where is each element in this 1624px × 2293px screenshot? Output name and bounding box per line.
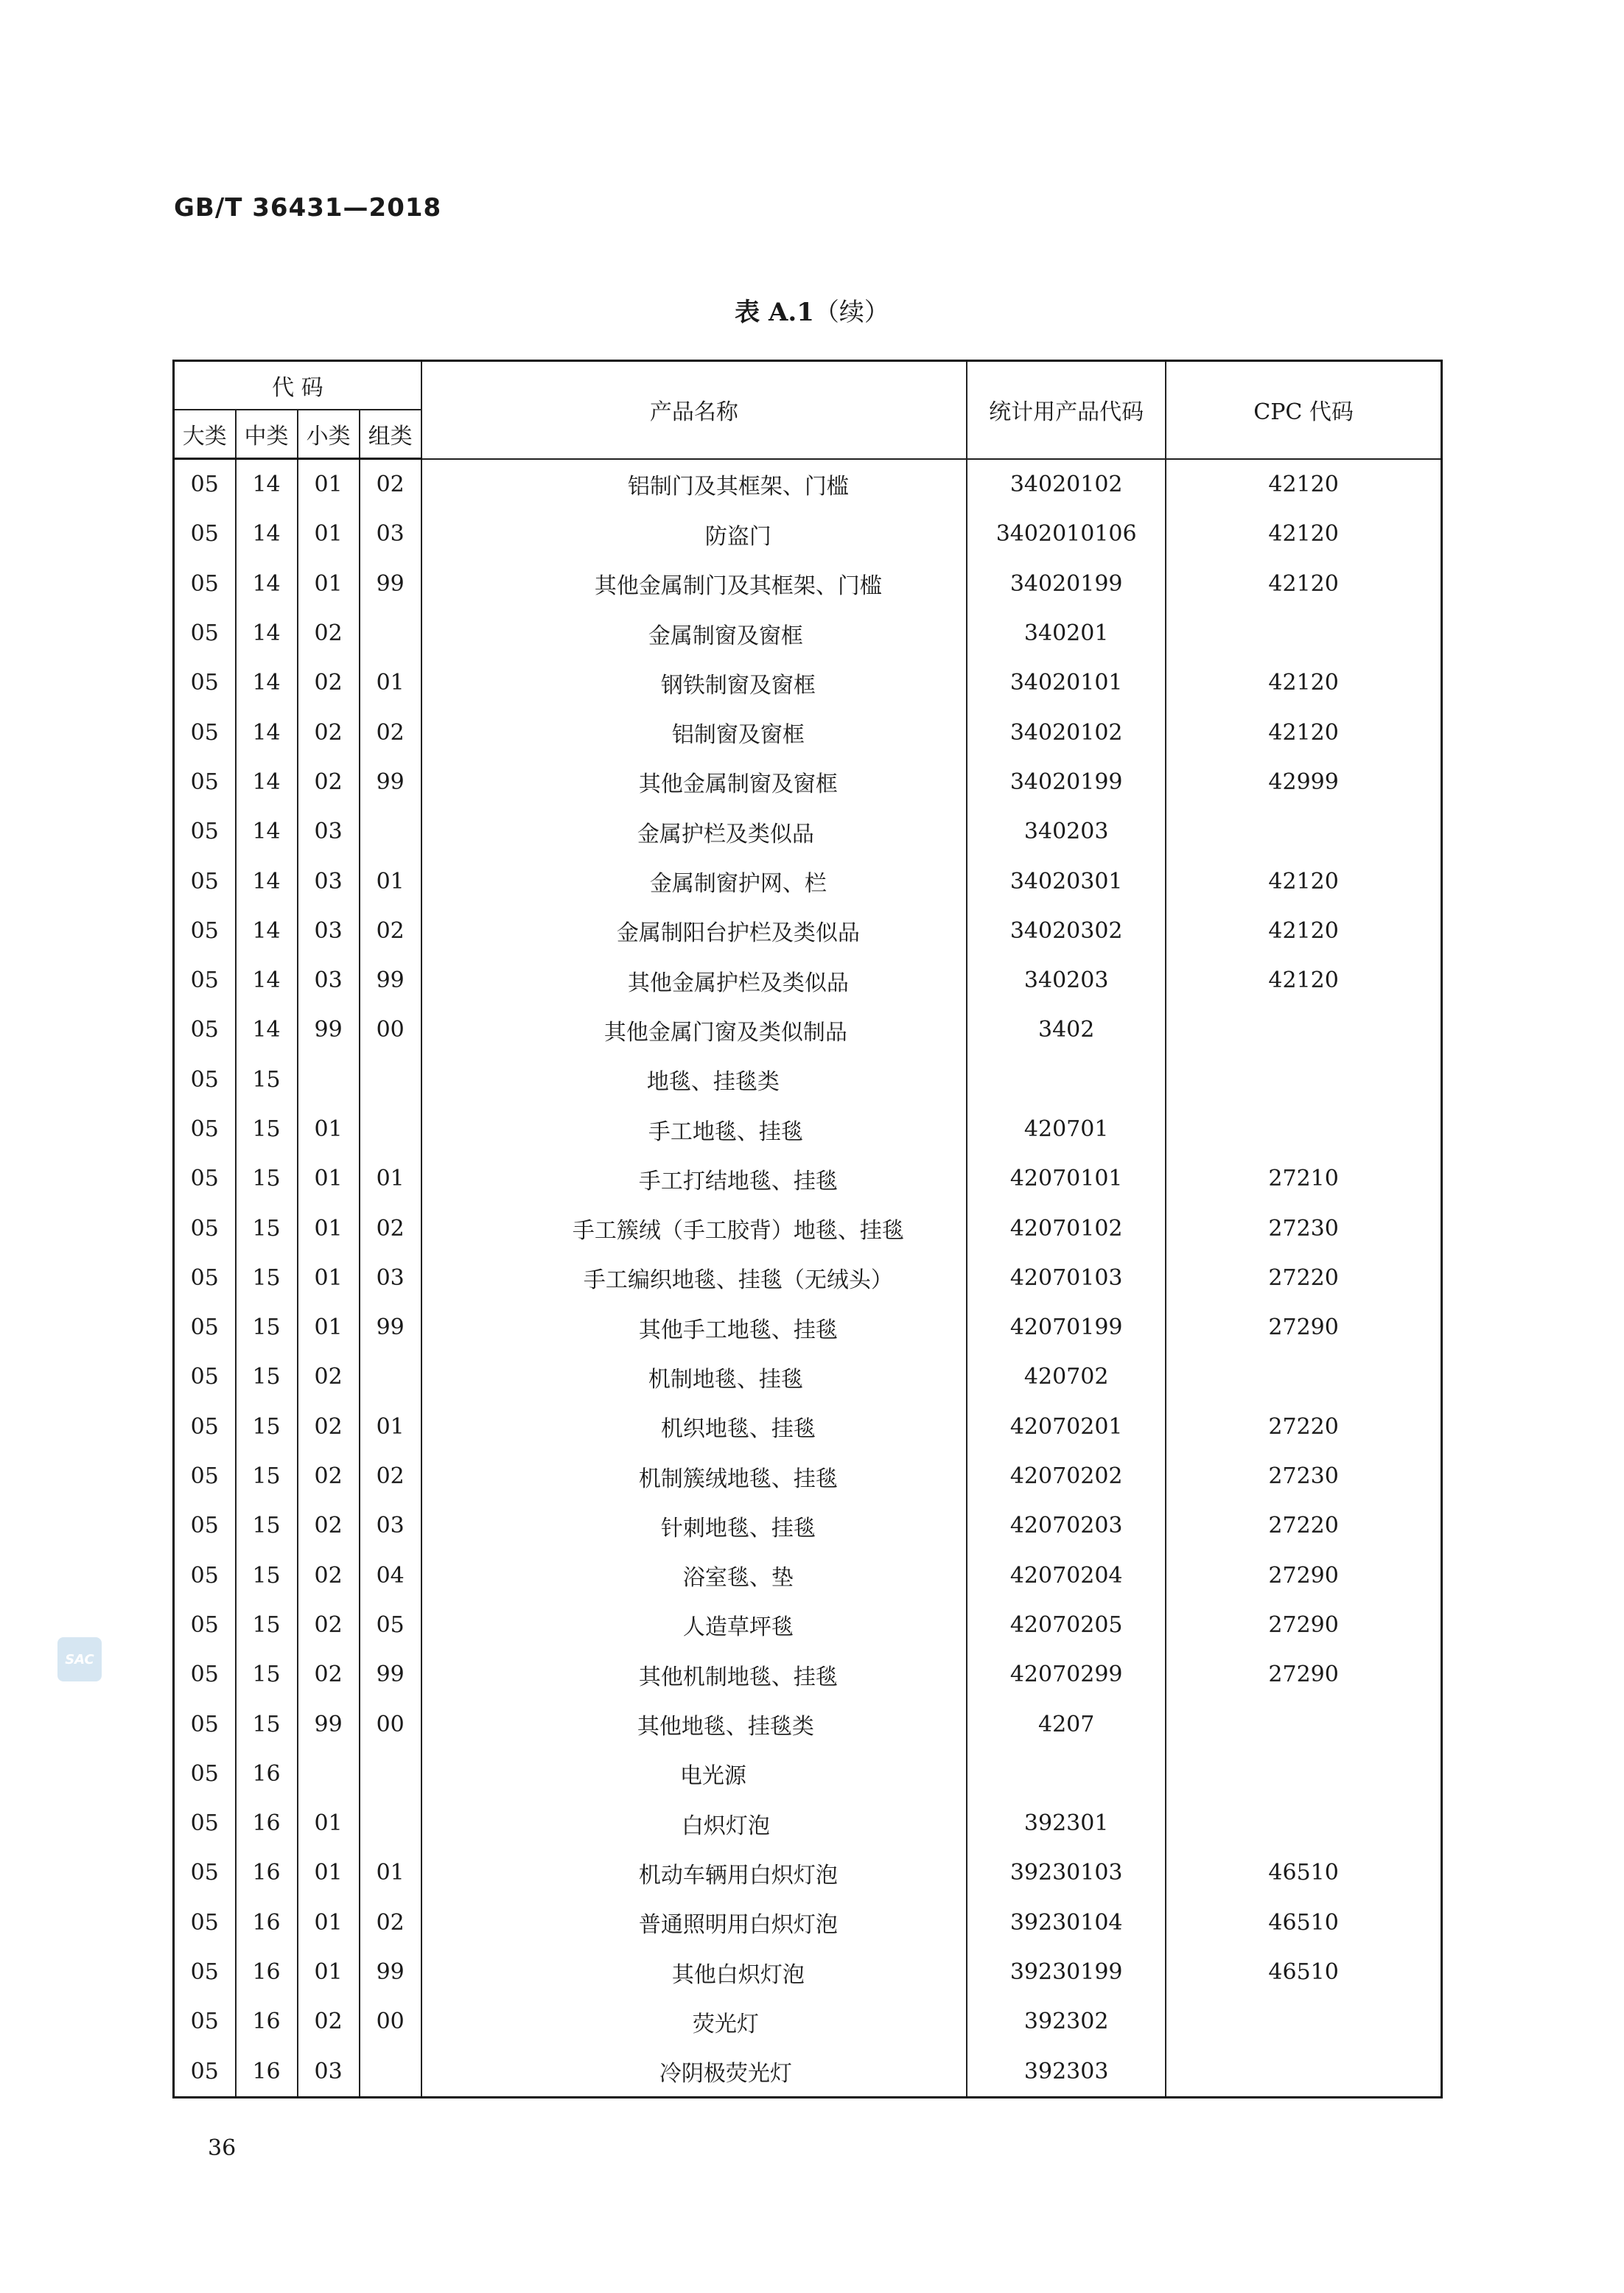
- table-row: [174, 1154, 1442, 1203]
- cell-zu: 04: [360, 1551, 421, 1600]
- cell-da: 05: [174, 1105, 236, 1154]
- cell-xiao: 02: [298, 707, 360, 757]
- cell-da: 05: [174, 1749, 236, 1799]
- cell-product-name: 浴室毯、垫: [421, 1551, 967, 1600]
- cell-cpc-code: 42120: [1166, 956, 1441, 1005]
- cell-cpc-code: 42120: [1166, 559, 1441, 609]
- cell-xiao: 01: [298, 509, 360, 559]
- cell-zhong: 15: [236, 1402, 298, 1452]
- cell-cpc-code: 46510: [1166, 1947, 1441, 1997]
- cell-da: 05: [174, 856, 236, 906]
- cell-xiao: 01: [298, 1898, 360, 1947]
- cell-cpc-code: [1166, 1005, 1441, 1054]
- table-row: [174, 1600, 1442, 1650]
- cell-product-name: 其他白炽灯泡: [421, 1947, 967, 1997]
- cell-da: 05: [174, 1055, 236, 1105]
- cell-zu: [360, 609, 421, 658]
- cell-cpc-code: [1166, 609, 1441, 658]
- cell-da: 05: [174, 1551, 236, 1600]
- cell-stat-code: 42070101: [967, 1154, 1166, 1203]
- cell-cpc-code: 27290: [1166, 1650, 1441, 1699]
- cell-zu: [360, 807, 421, 856]
- cell-da: 05: [174, 1303, 236, 1352]
- cell-stat-code: 4207: [967, 1699, 1166, 1748]
- cell-zu: [360, 1799, 421, 1848]
- cell-da: 05: [174, 658, 236, 707]
- cell-product-name: 地毯、挂毯类: [421, 1055, 967, 1105]
- cell-da: 05: [174, 2047, 236, 2098]
- cell-cpc-code: 42120: [1166, 707, 1441, 757]
- cell-product-name: 针刺地毯、挂毯: [421, 1501, 967, 1550]
- table-row: [174, 807, 1442, 856]
- cell-cpc-code: [1166, 807, 1441, 856]
- table-row: [174, 1203, 1442, 1253]
- table-row: [174, 1352, 1442, 1401]
- cell-xiao: 02: [298, 1600, 360, 1650]
- cell-zhong: 16: [236, 1947, 298, 1997]
- cell-zu: [360, 1055, 421, 1105]
- cell-stat-code: 42070205: [967, 1600, 1166, 1650]
- sac-watermark-logo: [57, 1637, 102, 1681]
- cell-product-name: 其他金属护栏及类似品: [421, 956, 967, 1005]
- cell-product-name: 机织地毯、挂毯: [421, 1402, 967, 1452]
- table-title-label: 表 A.1: [735, 298, 814, 327]
- table-row: [174, 1501, 1442, 1550]
- cell-zhong: 16: [236, 1997, 298, 2046]
- cell-cpc-code: 42120: [1166, 856, 1441, 906]
- cell-cpc-code: [1166, 1749, 1441, 1799]
- table-title: [0, 292, 1624, 328]
- cell-product-name: 白炽灯泡: [421, 1799, 967, 1848]
- table-row: [174, 609, 1442, 658]
- cell-xiao: 01: [298, 1799, 360, 1848]
- cell-cpc-code: 27230: [1166, 1452, 1441, 1501]
- cell-product-name: 机制簇绒地毯、挂毯: [421, 1452, 967, 1501]
- cell-xiao: 02: [298, 757, 360, 807]
- cell-stat-code: 3402: [967, 1005, 1166, 1054]
- cell-zhong: 15: [236, 1501, 298, 1550]
- cell-xiao: 01: [298, 559, 360, 609]
- cell-zhong: 15: [236, 1105, 298, 1154]
- cell-stat-code: 34020199: [967, 757, 1166, 807]
- header-zu: 组类: [360, 410, 421, 459]
- cell-stat-code: 39230199: [967, 1947, 1166, 1997]
- cell-da: 05: [174, 906, 236, 956]
- header-zhong: 中类: [236, 410, 298, 459]
- cell-da: 05: [174, 1501, 236, 1550]
- cell-stat-code: 34020302: [967, 906, 1166, 956]
- cell-zu: 02: [360, 1203, 421, 1253]
- page-number: 36: [208, 2135, 237, 2161]
- cell-stat-code: 42070202: [967, 1452, 1166, 1501]
- cell-da: 05: [174, 1997, 236, 2046]
- cell-zu: 00: [360, 1997, 421, 2046]
- header-code-group: 代 码: [174, 361, 421, 410]
- cell-zhong: 16: [236, 1898, 298, 1947]
- cell-product-name: 其他机制地毯、挂毯: [421, 1650, 967, 1699]
- cell-stat-code: 42070199: [967, 1303, 1166, 1352]
- cell-product-name: 其他金属制门及其框架、门槛: [421, 559, 967, 609]
- cell-product-name: 铝制门及其框架、门槛: [421, 459, 967, 510]
- cell-zhong: 14: [236, 956, 298, 1005]
- cell-zu: 01: [360, 1402, 421, 1452]
- table-row: [174, 509, 1442, 559]
- cell-xiao: 01: [298, 1303, 360, 1352]
- cell-xiao: 03: [298, 856, 360, 906]
- cell-stat-code: 42070102: [967, 1203, 1166, 1253]
- cell-da: 05: [174, 707, 236, 757]
- cell-da: 05: [174, 1154, 236, 1203]
- cell-da: 05: [174, 1947, 236, 1997]
- header-da: 大类: [174, 410, 236, 459]
- classification-table: [172, 360, 1443, 2098]
- cell-xiao: 02: [298, 1352, 360, 1401]
- cell-product-name: 钢铁制窗及窗框: [421, 658, 967, 707]
- cell-zu: 02: [360, 459, 421, 510]
- cell-zhong: 14: [236, 906, 298, 956]
- cell-zu: 01: [360, 1848, 421, 1897]
- cell-zhong: 14: [236, 509, 298, 559]
- cell-xiao: 02: [298, 1402, 360, 1452]
- cell-stat-code: 34020199: [967, 559, 1166, 609]
- table-row: [174, 1452, 1442, 1501]
- cell-xiao: 03: [298, 956, 360, 1005]
- cell-product-name: 手工地毯、挂毯: [421, 1105, 967, 1154]
- cell-product-name: 其他金属制窗及窗框: [421, 757, 967, 807]
- cell-da: 05: [174, 1848, 236, 1897]
- cell-da: 05: [174, 956, 236, 1005]
- cell-zhong: 14: [236, 707, 298, 757]
- cell-zhong: 15: [236, 1699, 298, 1748]
- cell-xiao: 02: [298, 1452, 360, 1501]
- cell-zu: [360, 1105, 421, 1154]
- cell-xiao: 02: [298, 1997, 360, 2046]
- table-row: [174, 1848, 1442, 1897]
- cell-zu: 00: [360, 1699, 421, 1748]
- cell-da: 05: [174, 1253, 236, 1303]
- cell-zhong: 14: [236, 1005, 298, 1054]
- cell-zhong: 15: [236, 1600, 298, 1650]
- cell-stat-code: 392303: [967, 2047, 1166, 2098]
- cell-product-name: 铝制窗及窗框: [421, 707, 967, 757]
- cell-zhong: 15: [236, 1055, 298, 1105]
- cell-xiao: 03: [298, 807, 360, 856]
- cell-cpc-code: 27220: [1166, 1501, 1441, 1550]
- cell-zu: 03: [360, 1253, 421, 1303]
- table-row: [174, 1947, 1442, 1997]
- cell-xiao: 01: [298, 1105, 360, 1154]
- cell-zu: 99: [360, 559, 421, 609]
- cell-stat-code: 39230103: [967, 1848, 1166, 1897]
- table-row: [174, 1551, 1442, 1600]
- cell-zhong: 16: [236, 1749, 298, 1799]
- table-row: [174, 1253, 1442, 1303]
- cell-product-name: 荧光灯: [421, 1997, 967, 2046]
- cell-cpc-code: 27210: [1166, 1154, 1441, 1203]
- table-row: [174, 1650, 1442, 1699]
- cell-cpc-code: 27230: [1166, 1203, 1441, 1253]
- cell-stat-code: 34020301: [967, 856, 1166, 906]
- cell-zhong: 14: [236, 807, 298, 856]
- cell-cpc-code: [1166, 1352, 1441, 1401]
- cell-zu: 02: [360, 906, 421, 956]
- cell-cpc-code: 27290: [1166, 1303, 1441, 1352]
- cell-da: 05: [174, 1898, 236, 1947]
- cell-zhong: 16: [236, 1848, 298, 1897]
- header-cpc-code: CPC 代码: [1166, 361, 1441, 459]
- header-stat-code: 统计用产品代码: [967, 361, 1166, 459]
- cell-da: 05: [174, 1600, 236, 1650]
- cell-zu: 05: [360, 1600, 421, 1650]
- table-row: [174, 1898, 1442, 1947]
- cell-da: 05: [174, 509, 236, 559]
- cell-zhong: 14: [236, 609, 298, 658]
- cell-product-name: 金属制阳台护栏及类似品: [421, 906, 967, 956]
- cell-zhong: 15: [236, 1551, 298, 1600]
- cell-da: 05: [174, 1402, 236, 1452]
- table-row: [174, 459, 1442, 510]
- table-row: [174, 559, 1442, 609]
- cell-da: 05: [174, 1699, 236, 1748]
- cell-xiao: 01: [298, 1947, 360, 1997]
- cell-product-name: 防盗门: [421, 509, 967, 559]
- cell-xiao: 03: [298, 906, 360, 956]
- cell-da: 05: [174, 1650, 236, 1699]
- cell-stat-code: 39230104: [967, 1898, 1166, 1947]
- cell-product-name: 其他手工地毯、挂毯: [421, 1303, 967, 1352]
- cell-zu: 99: [360, 1650, 421, 1699]
- cell-product-name: 冷阴极荧光灯: [421, 2047, 967, 2098]
- cell-stat-code: 392302: [967, 1997, 1166, 2046]
- cell-zhong: 14: [236, 658, 298, 707]
- cell-product-name: 电光源: [421, 1749, 967, 1799]
- cell-cpc-code: [1166, 1699, 1441, 1748]
- cell-zhong: 15: [236, 1253, 298, 1303]
- cell-cpc-code: 42120: [1166, 459, 1441, 510]
- cell-cpc-code: [1166, 1997, 1441, 2046]
- cell-stat-code: [967, 1055, 1166, 1105]
- table-row: [174, 1749, 1442, 1799]
- cell-zhong: 14: [236, 757, 298, 807]
- cell-product-name: 手工打结地毯、挂毯: [421, 1154, 967, 1203]
- cell-stat-code: 392301: [967, 1799, 1166, 1848]
- table-row: [174, 1402, 1442, 1452]
- cell-zu: 01: [360, 658, 421, 707]
- table-row: [174, 658, 1442, 707]
- cell-da: 05: [174, 609, 236, 658]
- cell-zu: [360, 2047, 421, 2098]
- cell-da: 05: [174, 459, 236, 510]
- table-row: [174, 1303, 1442, 1352]
- cell-da: 05: [174, 1452, 236, 1501]
- cell-xiao: 99: [298, 1699, 360, 1748]
- cell-da: 05: [174, 1203, 236, 1253]
- table-row: [174, 956, 1442, 1005]
- cell-product-name: 金属护栏及类似品: [421, 807, 967, 856]
- cell-zhong: 15: [236, 1154, 298, 1203]
- cell-xiao: 99: [298, 1005, 360, 1054]
- cell-stat-code: 42070204: [967, 1551, 1166, 1600]
- cell-zhong: 14: [236, 459, 298, 510]
- cell-xiao: 02: [298, 1551, 360, 1600]
- cell-zhong: 15: [236, 1203, 298, 1253]
- cell-cpc-code: 27220: [1166, 1253, 1441, 1303]
- table-row: [174, 1005, 1442, 1054]
- cell-xiao: 03: [298, 2047, 360, 2098]
- cell-stat-code: 34020102: [967, 707, 1166, 757]
- header-xiao: 小类: [298, 410, 360, 459]
- cell-zu: 02: [360, 1452, 421, 1501]
- header-product-name: 产品名称: [421, 361, 967, 459]
- cell-xiao: 02: [298, 1650, 360, 1699]
- sac-watermark-text: SAC: [65, 1651, 94, 1667]
- table-row: [174, 1799, 1442, 1848]
- cell-zu: 02: [360, 1898, 421, 1947]
- cell-da: 05: [174, 1799, 236, 1848]
- table-row: [174, 707, 1442, 757]
- cell-xiao: [298, 1055, 360, 1105]
- cell-xiao: 01: [298, 1848, 360, 1897]
- table-row: [174, 856, 1442, 906]
- cell-cpc-code: 42120: [1166, 906, 1441, 956]
- table-row: [174, 2047, 1442, 2098]
- cell-product-name: 金属制窗护网、栏: [421, 856, 967, 906]
- cell-zu: 99: [360, 757, 421, 807]
- cell-stat-code: 420701: [967, 1105, 1166, 1154]
- cell-stat-code: 340203: [967, 807, 1166, 856]
- cell-da: 05: [174, 757, 236, 807]
- cell-xiao: 02: [298, 1501, 360, 1550]
- table-row: [174, 1105, 1442, 1154]
- cell-stat-code: 340201: [967, 609, 1166, 658]
- cell-cpc-code: 42999: [1166, 757, 1441, 807]
- cell-zu: 02: [360, 707, 421, 757]
- cell-cpc-code: 27220: [1166, 1402, 1441, 1452]
- cell-cpc-code: 46510: [1166, 1898, 1441, 1947]
- standard-code: GB/T 36431—2018: [174, 193, 442, 223]
- table-row: [174, 1699, 1442, 1748]
- cell-cpc-code: [1166, 1799, 1441, 1848]
- table-body: [174, 459, 1442, 2098]
- cell-stat-code: 3402010106: [967, 509, 1166, 559]
- cell-zhong: 15: [236, 1303, 298, 1352]
- cell-zu: 99: [360, 1303, 421, 1352]
- cell-zhong: 16: [236, 1799, 298, 1848]
- cell-zu: 99: [360, 956, 421, 1005]
- cell-stat-code: 42070203: [967, 1501, 1166, 1550]
- cell-cpc-code: 46510: [1166, 1848, 1441, 1897]
- cell-stat-code: 42070201: [967, 1402, 1166, 1452]
- cell-cpc-code: 42120: [1166, 509, 1441, 559]
- cell-da: 05: [174, 559, 236, 609]
- cell-xiao: 01: [298, 459, 360, 510]
- cell-zu: 00: [360, 1005, 421, 1054]
- cell-product-name: 其他金属门窗及类似制品: [421, 1005, 967, 1054]
- cell-zhong: 14: [236, 856, 298, 906]
- cell-product-name: 机制地毯、挂毯: [421, 1352, 967, 1401]
- cell-cpc-code: [1166, 1105, 1441, 1154]
- cell-product-name: 普通照明用白炽灯泡: [421, 1898, 967, 1947]
- cell-stat-code: 340203: [967, 956, 1166, 1005]
- cell-zu: [360, 1352, 421, 1401]
- cell-product-name: 金属制窗及窗框: [421, 609, 967, 658]
- cell-xiao: 01: [298, 1203, 360, 1253]
- table-title-suffix: （续）: [813, 298, 889, 327]
- cell-zhong: 14: [236, 559, 298, 609]
- cell-da: 05: [174, 1352, 236, 1401]
- cell-da: 05: [174, 1005, 236, 1054]
- cell-cpc-code: [1166, 1055, 1441, 1105]
- cell-zu: 03: [360, 509, 421, 559]
- table-row: [174, 1055, 1442, 1105]
- cell-xiao: 02: [298, 658, 360, 707]
- cell-zhong: 15: [236, 1452, 298, 1501]
- cell-zhong: 15: [236, 1650, 298, 1699]
- table-row: [174, 1997, 1442, 2046]
- cell-product-name: 人造草坪毯: [421, 1600, 967, 1650]
- cell-product-name: 手工簇绒（手工胶背）地毯、挂毯: [421, 1203, 967, 1253]
- cell-zu: 03: [360, 1501, 421, 1550]
- cell-zhong: 16: [236, 2047, 298, 2098]
- cell-da: 05: [174, 807, 236, 856]
- cell-zu: 99: [360, 1947, 421, 1997]
- cell-stat-code: 420702: [967, 1352, 1166, 1401]
- cell-product-name: 机动车辆用白炽灯泡: [421, 1848, 967, 1897]
- cell-stat-code: 34020102: [967, 459, 1166, 510]
- cell-product-name: 其他地毯、挂毯类: [421, 1699, 967, 1748]
- table-row: [174, 757, 1442, 807]
- cell-cpc-code: 42120: [1166, 658, 1441, 707]
- cell-xiao: [298, 1749, 360, 1799]
- cell-stat-code: 34020101: [967, 658, 1166, 707]
- cell-cpc-code: [1166, 2047, 1441, 2098]
- cell-stat-code: [967, 1749, 1166, 1799]
- cell-zhong: 15: [236, 1352, 298, 1401]
- cell-zu: 01: [360, 856, 421, 906]
- cell-stat-code: 42070103: [967, 1253, 1166, 1303]
- cell-stat-code: 42070299: [967, 1650, 1166, 1699]
- cell-xiao: 01: [298, 1154, 360, 1203]
- cell-zu: 01: [360, 1154, 421, 1203]
- cell-cpc-code: 27290: [1166, 1600, 1441, 1650]
- cell-zu: [360, 1749, 421, 1799]
- table-row: [174, 906, 1442, 956]
- cell-cpc-code: 27290: [1166, 1551, 1441, 1600]
- cell-xiao: 02: [298, 609, 360, 658]
- cell-xiao: 01: [298, 1253, 360, 1303]
- cell-product-name: 手工编织地毯、挂毯（无绒头）: [421, 1253, 967, 1303]
